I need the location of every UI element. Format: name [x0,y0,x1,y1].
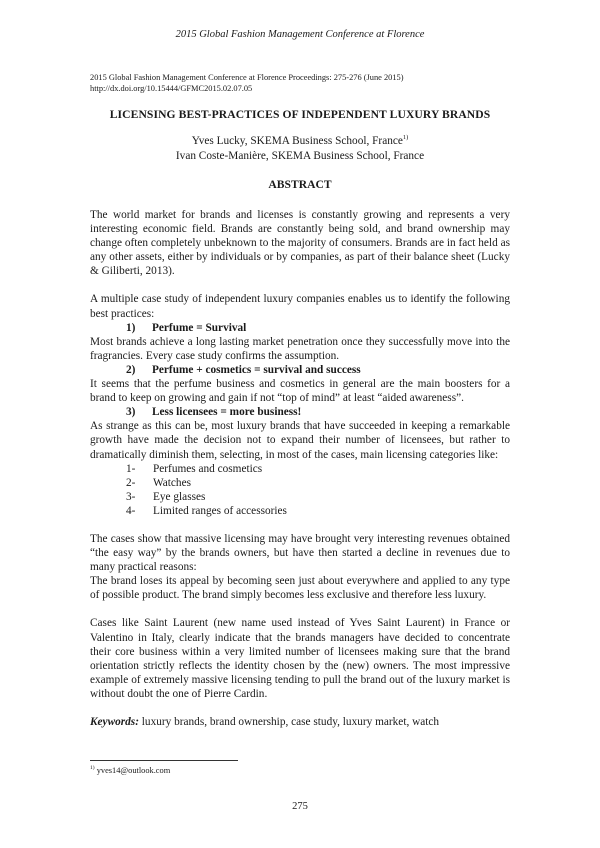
page-number: 275 [292,801,308,812]
practice-1-text: Most brands achieve a long lasting market penetration once they successfully move into the fragrancies. Every case study confirms the assumption. [90,335,510,362]
category-item [90,490,510,504]
doi-link[interactable]: http://dx.doi.org/10.15444/GFMC2015.02.07.05 [90,84,253,93]
proceedings-info [90,72,520,94]
paragraph-5: Cases like Saint Laurent (new name used instead of Yves Saint Laurent) in France or Valentino in Italy, clearly indicate that the brands managers have decided to concentrate their core business within a very limited number of licensees making sure that the brand orientation strictly reflects the identity chosen by the (new) owners. The most impressive example of extremely massive licensing tending to pull the brand out of the luxury market is without doubt the one of Pierre Cardin. [90,617,510,700]
keywords-text: luxury brands, brand ownership, case study, luxury market, watch [141,716,440,728]
author-2: Ivan Coste-Manière, SKEMA Business School, France [175,150,425,162]
category-label: Eye glasses [153,490,206,503]
footnote-mark: 1) [90,765,95,772]
practice-1-number: 1) [126,321,136,334]
paragraph-3: The cases show that massive licensing may have brought very interesting revenues obtained “the easy way” by the brands owners, but have then started a decline in revenues due to many practical reasons: [90,532,510,574]
category-number: 2- [126,476,136,489]
paragraph-2: A multiple case study of independent luxury companies enables us to identify the following best practices: [90,293,510,320]
practice-3-title: Less licensees = more business! [152,406,302,419]
author-1-name: Yves Lucky, SKEMA Business School, France [191,135,403,147]
running-header: 2015 Global Fashion Management Conference at Florence [175,29,425,40]
category-number: 3- [126,490,136,503]
author-1-footnote-mark: 1) [402,134,409,142]
abstract-heading: ABSTRACT [268,178,332,191]
keywords-label: Keywords: [90,716,139,728]
category-number: 4- [126,504,136,517]
practice-3-number: 3) [126,406,136,419]
practice-1-heading [90,321,510,335]
licensing-categories [90,462,510,518]
practice-2-number: 2) [126,363,136,376]
footnote-divider [90,760,238,761]
category-item [90,504,510,518]
footnote [90,766,170,775]
author-1 [0,134,600,149]
practice-2-title: Perfume + cosmetics = survival and success [152,363,361,376]
paragraph-4: The brand loses its appeal by becoming seen just about everywhere and applied to any type of possible product. The brand simply becomes less exclusive and therefore less luxury. [90,575,510,602]
abstract-body [90,208,510,729]
paragraph-1: The world market for brands and licenses is constantly growing and represents a very interesting economic field. Brands are constantly being sold, and brand ownership may change often completely unbeknown to the majority of consumers. Brands are in fact held as any other assets, either by individuals or by companies, as part of their balance sheet (Lucky & Giliberti, 2013). [90,209,510,278]
proceedings-citation: 2015 Global Fashion Management Conference at Florence Proceedings: 275-276 (June 2015) [90,73,404,82]
author-block [0,134,600,164]
category-label: Watches [153,476,191,489]
category-item [90,462,510,476]
footnote-email[interactable]: yves14@outlook.com [96,766,171,775]
category-label: Perfumes and cosmetics [153,462,263,475]
keywords-line [90,715,510,729]
practice-2-text: It seems that the perfume business and cosmetics in general are the main boosters for a brand to keep on growing and gain if not “top of mind” at least “aided awareness”. [90,378,510,405]
category-item [90,476,510,490]
practice-1-title: Perfume = Survival [152,321,247,334]
practice-3-heading [90,405,510,419]
category-number: 1- [126,462,136,475]
practice-2-heading [90,363,510,377]
paper-title: LICENSING BEST-PRACTICES OF INDEPENDENT LUXURY BRANDS [109,108,491,121]
category-label: Limited ranges of accessories [153,504,287,517]
practice-3-text: As strange as this can be, most luxury brands that have succeeded in keeping a remarkable growth have made the decision not to expand their number of licensees, but rather to dramatically diminish them, selecting, in most of the cases, main licensing categories like: [90,420,510,461]
